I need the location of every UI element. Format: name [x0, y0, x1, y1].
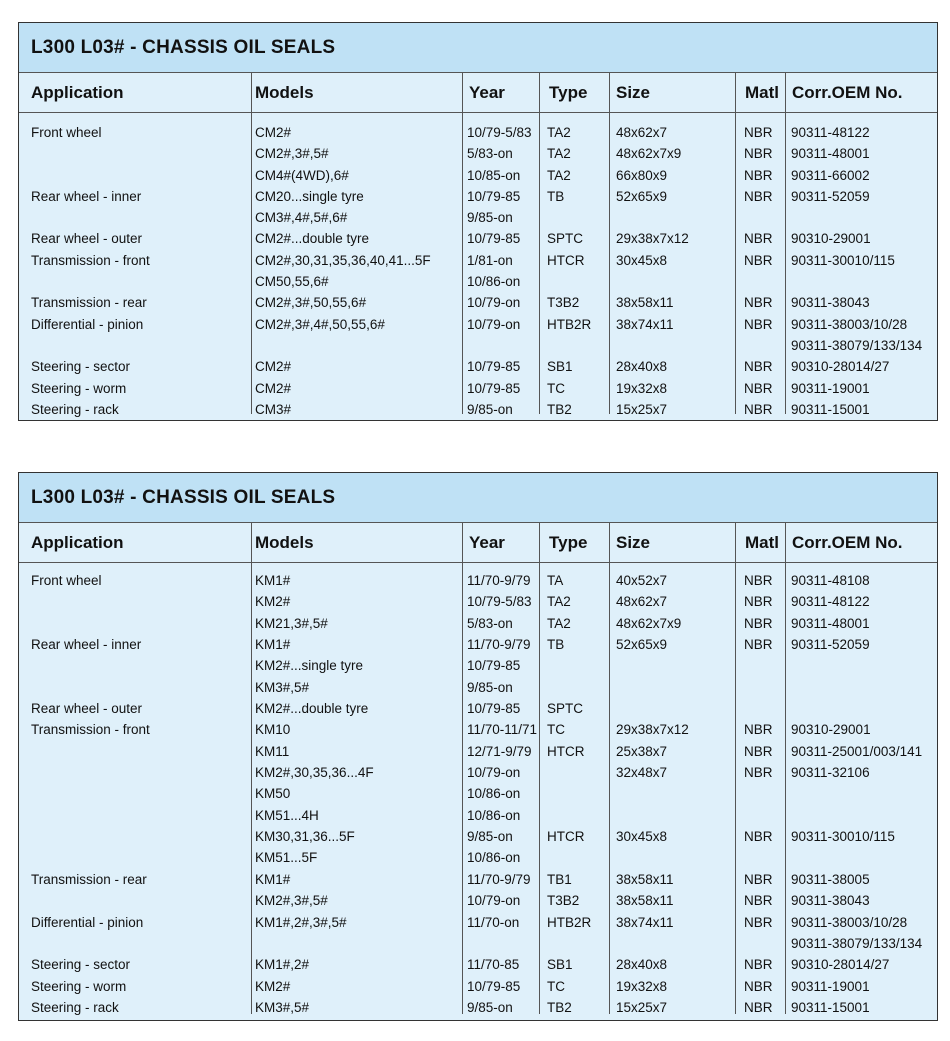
- cell-oem: 90311-66002: [791, 167, 870, 183]
- cell-year: 10/79-85: [467, 658, 521, 674]
- cell-models: KM10: [255, 722, 291, 738]
- table-row: [19, 355, 937, 376]
- cell-matl: NBR: [744, 573, 773, 588]
- cell-type: HTCR: [547, 252, 585, 268]
- table-row: [19, 846, 937, 867]
- table-row: [19, 249, 937, 270]
- table-row: [19, 270, 937, 291]
- cell-models: KM2#,30,35,36...4F: [255, 765, 374, 781]
- cell-models: KM1#: [255, 573, 291, 588]
- cell-models: KM11: [255, 743, 290, 759]
- cell-year: 11/70-11/71: [467, 722, 538, 738]
- cell-models: KM21,3#,5#: [255, 615, 328, 631]
- cell-oem: 90311-30010/115: [791, 252, 895, 268]
- cell-oem: 90311-19001: [791, 380, 870, 396]
- cell-year: 10/79-5/83: [467, 594, 532, 610]
- cell-type: HTCR: [547, 829, 585, 845]
- cell-oem: 90311-38043: [791, 893, 870, 909]
- cell-matl: NBR: [744, 999, 773, 1015]
- cell-size: 48x62x7x9: [616, 146, 682, 162]
- table-row: [19, 313, 937, 334]
- cell-models: KM51...5F: [255, 850, 318, 866]
- cell-year: 10/79-85: [467, 701, 521, 717]
- cell-models: KM1#: [255, 871, 291, 887]
- cell-application: Front wheel: [31, 573, 102, 588]
- table-row: [19, 996, 937, 1017]
- cell-size: 30x45x8: [616, 252, 668, 268]
- header-size: Size: [616, 83, 651, 102]
- cell-matl: NBR: [744, 125, 773, 140]
- cell-type: TB2: [547, 999, 572, 1015]
- header-application: Application: [31, 83, 124, 102]
- cell-models: KM2#: [255, 594, 291, 610]
- cell-models: KM2#,3#,5#: [255, 893, 328, 909]
- table-row: [19, 804, 937, 825]
- cell-year: 10/79-on: [467, 295, 521, 311]
- cell-size: 30x45x8: [616, 829, 668, 845]
- cell-matl: NBR: [744, 359, 773, 375]
- header-models: Models: [255, 533, 314, 552]
- cell-models: CM20...single tyre: [255, 188, 364, 204]
- table-title: L300 L03# - CHASSIS OIL SEALS: [19, 23, 937, 73]
- cell-type: TA2: [547, 594, 571, 610]
- table-row: [19, 761, 937, 782]
- cell-size: 66x80x9: [616, 167, 668, 183]
- header-oem: Corr.OEM No.: [792, 83, 903, 102]
- header-size: Size: [616, 533, 651, 552]
- column-divider: [539, 523, 540, 1014]
- header-application: Application: [31, 533, 124, 552]
- cell-models: CM2#,30,31,35,36,40,41...5F: [255, 252, 431, 268]
- cell-size: 15x25x7: [616, 401, 668, 417]
- cell-matl: NBR: [744, 637, 773, 653]
- cell-type: TA2: [547, 167, 571, 183]
- table-title: L300 L03# - CHASSIS OIL SEALS: [19, 473, 937, 523]
- cell-year: 10/79-85: [467, 978, 521, 994]
- cell-size: 38x74x11: [616, 316, 674, 332]
- table-row: [19, 164, 937, 185]
- table-row: [19, 590, 937, 611]
- header-year: Year: [469, 83, 505, 102]
- cell-year: 1/81-on: [467, 252, 513, 268]
- cell-type: T3B2: [547, 295, 580, 311]
- column-divider: [735, 73, 736, 414]
- cell-oem: 90310-28014/27: [791, 957, 890, 973]
- cell-size: 19x32x8: [616, 380, 668, 396]
- cell-matl: NBR: [744, 188, 773, 204]
- cell-type: TA: [547, 573, 564, 588]
- cell-size: 19x32x8: [616, 978, 668, 994]
- cell-models: CM50,55,6#: [255, 274, 329, 290]
- cell-models: CM2#,3#,5#: [255, 146, 329, 162]
- table-row: [19, 868, 937, 889]
- cell-oem: 90311-48108: [791, 573, 870, 588]
- cell-size: 40x52x7: [616, 573, 668, 588]
- cell-models: KM1#: [255, 637, 291, 653]
- cell-oem: 90311-30010/115: [791, 829, 895, 845]
- cell-size: 52x65x9: [616, 637, 668, 653]
- cell-type: SB1: [547, 359, 573, 375]
- table-body: [19, 113, 937, 419]
- cell-matl: NBR: [744, 743, 773, 759]
- cell-year: 10/86-on: [467, 807, 521, 823]
- cell-type: TB2: [547, 401, 572, 417]
- cell-application: Transmission - rear: [31, 871, 147, 887]
- cell-size: 25x38x7: [616, 743, 668, 759]
- cell-models: KM51...4H: [255, 807, 319, 823]
- cell-application: Rear wheel - outer: [31, 701, 143, 717]
- cell-oem: 90311-38003/10/28: [791, 914, 908, 930]
- cell-application: Rear wheel - outer: [31, 231, 143, 247]
- table-row: [19, 121, 937, 142]
- table-row: [19, 932, 937, 953]
- cell-oem: 90311-38005: [791, 871, 870, 887]
- table-row: [19, 291, 937, 312]
- cell-matl: NBR: [744, 146, 773, 162]
- cell-type: HTB2R: [547, 316, 592, 332]
- column-divider: [251, 73, 252, 414]
- cell-application: Steering - worm: [31, 978, 127, 994]
- header-models: Models: [255, 83, 314, 102]
- cell-application: Steering - sector: [31, 957, 131, 973]
- cell-year: 10/79-on: [467, 765, 521, 781]
- oil-seals-table-1: [18, 22, 938, 421]
- cell-size: 32x48x7: [616, 765, 668, 781]
- table-row: [19, 398, 937, 419]
- cell-models: CM2#: [255, 380, 292, 396]
- cell-size: 28x40x8: [616, 957, 668, 973]
- cell-oem: 90310-29001: [791, 231, 871, 247]
- cell-models: CM2#,3#,50,55,6#: [255, 295, 367, 311]
- cell-models: KM3#,5#: [255, 679, 310, 695]
- cell-size: 48x62x7: [616, 594, 668, 610]
- cell-oem: 90311-48001: [791, 615, 870, 631]
- table-row: [19, 825, 937, 846]
- cell-year: 11/70-9/79: [467, 637, 531, 653]
- table-body: [19, 563, 937, 1017]
- cell-oem: 90311-38079/133/134: [791, 337, 923, 353]
- cell-size: 29x38x7x12: [616, 722, 689, 738]
- cell-year: 10/86-on: [467, 850, 521, 866]
- cell-oem: 90311-15001: [791, 999, 870, 1015]
- cell-application: Steering - rack: [31, 999, 119, 1015]
- cell-models: KM30,31,36...5F: [255, 829, 355, 845]
- cell-type: T3B2: [547, 893, 580, 909]
- cell-year: 10/79-85: [467, 359, 521, 375]
- cell-year: 10/85-on: [467, 167, 521, 183]
- table-row: [19, 633, 937, 654]
- cell-models: CM2#...double tyre: [255, 231, 370, 247]
- table-row: [19, 782, 937, 803]
- cell-year: 9/85-on: [467, 401, 513, 417]
- cell-type: HTB2R: [547, 914, 592, 930]
- table-row: [19, 654, 937, 675]
- cell-models: KM1#,2#,3#,5#: [255, 914, 347, 930]
- table-row: [19, 697, 937, 718]
- table-row: [19, 676, 937, 697]
- cell-models: CM2#,3#,4#,50,55,6#: [255, 316, 385, 332]
- table-row: [19, 612, 937, 633]
- table-row: [19, 142, 937, 163]
- header-matl: Matl: [745, 533, 779, 552]
- cell-oem: 90311-48122: [791, 125, 870, 140]
- cell-matl: NBR: [744, 722, 773, 738]
- cell-year: 9/85-on: [467, 829, 513, 845]
- cell-models: KM1#,2#: [255, 957, 310, 973]
- cell-year: 10/79-85: [467, 231, 521, 247]
- cell-application: Front wheel: [31, 125, 102, 140]
- cell-year: 10/79-on: [467, 316, 521, 332]
- cell-size: 38x58x11: [616, 295, 674, 311]
- cell-application: Differential - pinion: [31, 914, 144, 930]
- cell-year: 9/85-on: [467, 999, 513, 1015]
- column-divider: [785, 73, 786, 414]
- cell-matl: NBR: [744, 871, 773, 887]
- cell-year: 11/70-9/79: [467, 871, 531, 887]
- cell-matl: NBR: [744, 978, 773, 994]
- cell-models: KM2#: [255, 978, 291, 994]
- column-divider: [251, 523, 252, 1014]
- table-row: [19, 975, 937, 996]
- cell-year: 5/83-on: [467, 615, 513, 631]
- cell-matl: NBR: [744, 316, 773, 332]
- table-row: [19, 206, 937, 227]
- oil-seals-table-2: [18, 472, 938, 1021]
- cell-type: TC: [547, 380, 565, 396]
- cell-matl: NBR: [744, 295, 773, 311]
- cell-year: 10/79-85: [467, 380, 521, 396]
- cell-year: 9/85-on: [467, 210, 513, 226]
- cell-year: 10/86-on: [467, 274, 521, 290]
- cell-size: 52x65x9: [616, 188, 668, 204]
- cell-size: 38x74x11: [616, 914, 674, 930]
- table-header: [19, 73, 937, 113]
- cell-oem: 90310-29001: [791, 722, 871, 738]
- cell-oem: 90311-52059: [791, 637, 870, 653]
- cell-models: CM3#: [255, 401, 292, 417]
- cell-oem: 90311-25001/003/141: [791, 743, 923, 759]
- table-row: [19, 185, 937, 206]
- cell-application: Transmission - front: [31, 252, 150, 268]
- cell-models: CM2#: [255, 359, 292, 375]
- cell-type: TB1: [547, 871, 572, 887]
- cell-models: KM50: [255, 786, 291, 802]
- cell-matl: NBR: [744, 829, 773, 845]
- column-divider: [609, 523, 610, 1014]
- cell-models: KM3#,5#: [255, 999, 310, 1015]
- cell-size: 28x40x8: [616, 359, 668, 375]
- cell-type: TB: [547, 637, 565, 653]
- column-divider: [539, 73, 540, 414]
- cell-models: KM2#...double tyre: [255, 701, 369, 717]
- cell-application: Transmission - front: [31, 722, 150, 738]
- cell-matl: NBR: [744, 401, 773, 417]
- cell-year: 9/85-on: [467, 679, 513, 695]
- header-year: Year: [469, 533, 505, 552]
- cell-matl: NBR: [744, 765, 773, 781]
- column-divider: [609, 73, 610, 414]
- cell-year: 12/71-9/79: [467, 743, 532, 759]
- cell-oem: 90311-48001: [791, 146, 870, 162]
- cell-oem: 90311-19001: [791, 978, 870, 994]
- cell-models: KM2#...single tyre: [255, 658, 364, 674]
- cell-year: 10/86-on: [467, 786, 521, 802]
- cell-type: TA2: [547, 146, 571, 162]
- cell-year: 5/83-on: [467, 146, 513, 162]
- cell-application: Rear wheel - inner: [31, 188, 142, 204]
- cell-matl: NBR: [744, 615, 773, 631]
- table-row: [19, 740, 937, 761]
- cell-application: Steering - worm: [31, 380, 127, 396]
- header-oem: Corr.OEM No.: [792, 533, 903, 552]
- cell-size: 29x38x7x12: [616, 231, 689, 247]
- cell-size: 15x25x7: [616, 999, 668, 1015]
- header-type: Type: [549, 533, 588, 552]
- cell-type: HTCR: [547, 743, 585, 759]
- column-divider: [462, 73, 463, 414]
- cell-models: CM3#,4#,5#,6#: [255, 210, 348, 226]
- table-row: [19, 911, 937, 932]
- table-row: [19, 569, 937, 590]
- cell-matl: NBR: [744, 252, 773, 268]
- table-row: [19, 953, 937, 974]
- cell-type: SPTC: [547, 231, 584, 247]
- cell-matl: NBR: [744, 167, 773, 183]
- cell-year: 10/79-on: [467, 893, 521, 909]
- cell-oem: 90310-28014/27: [791, 359, 890, 375]
- cell-year: 11/70-on: [467, 914, 520, 930]
- cell-matl: NBR: [744, 594, 773, 610]
- cell-type: TA2: [547, 125, 571, 140]
- cell-size: 38x58x11: [616, 871, 674, 887]
- cell-type: TC: [547, 978, 565, 994]
- table-row: [19, 718, 937, 739]
- column-divider: [735, 523, 736, 1014]
- cell-matl: NBR: [744, 231, 773, 247]
- cell-year: 11/70-9/79: [467, 573, 531, 588]
- cell-application: Rear wheel - inner: [31, 637, 142, 653]
- cell-application: Steering - sector: [31, 359, 131, 375]
- cell-year: 11/70-85: [467, 957, 520, 973]
- cell-application: Differential - pinion: [31, 316, 144, 332]
- cell-type: TB: [547, 188, 565, 204]
- cell-matl: NBR: [744, 957, 773, 973]
- header-matl: Matl: [745, 83, 779, 102]
- cell-oem: 90311-48122: [791, 594, 870, 610]
- cell-year: 10/79-5/83: [467, 125, 532, 140]
- cell-type: SPTC: [547, 701, 584, 717]
- table-row: [19, 889, 937, 910]
- column-divider: [462, 523, 463, 1014]
- cell-oem: 90311-15001: [791, 401, 870, 417]
- table-row: [19, 227, 937, 248]
- cell-size: 38x58x11: [616, 893, 674, 909]
- cell-matl: NBR: [744, 380, 773, 396]
- cell-size: 48x62x7x9: [616, 615, 682, 631]
- cell-application: Steering - rack: [31, 401, 119, 417]
- cell-oem: 90311-38043: [791, 295, 870, 311]
- cell-size: 48x62x7: [616, 125, 668, 140]
- cell-models: CM2#: [255, 125, 292, 140]
- cell-models: CM4#(4WD),6#: [255, 167, 349, 183]
- table-row: [19, 377, 937, 398]
- header-type: Type: [549, 83, 588, 102]
- cell-oem: 90311-38079/133/134: [791, 935, 923, 951]
- cell-oem: 90311-32106: [791, 765, 870, 781]
- table-header: [19, 523, 937, 563]
- column-divider: [785, 523, 786, 1014]
- cell-type: TA2: [547, 615, 571, 631]
- cell-year: 10/79-85: [467, 188, 521, 204]
- cell-matl: NBR: [744, 893, 773, 909]
- cell-oem: 90311-52059: [791, 188, 870, 204]
- cell-type: SB1: [547, 957, 573, 973]
- table-row: [19, 334, 937, 355]
- cell-matl: NBR: [744, 914, 773, 930]
- cell-type: TC: [547, 722, 565, 738]
- cell-oem: 90311-38003/10/28: [791, 316, 908, 332]
- cell-application: Transmission - rear: [31, 295, 147, 311]
